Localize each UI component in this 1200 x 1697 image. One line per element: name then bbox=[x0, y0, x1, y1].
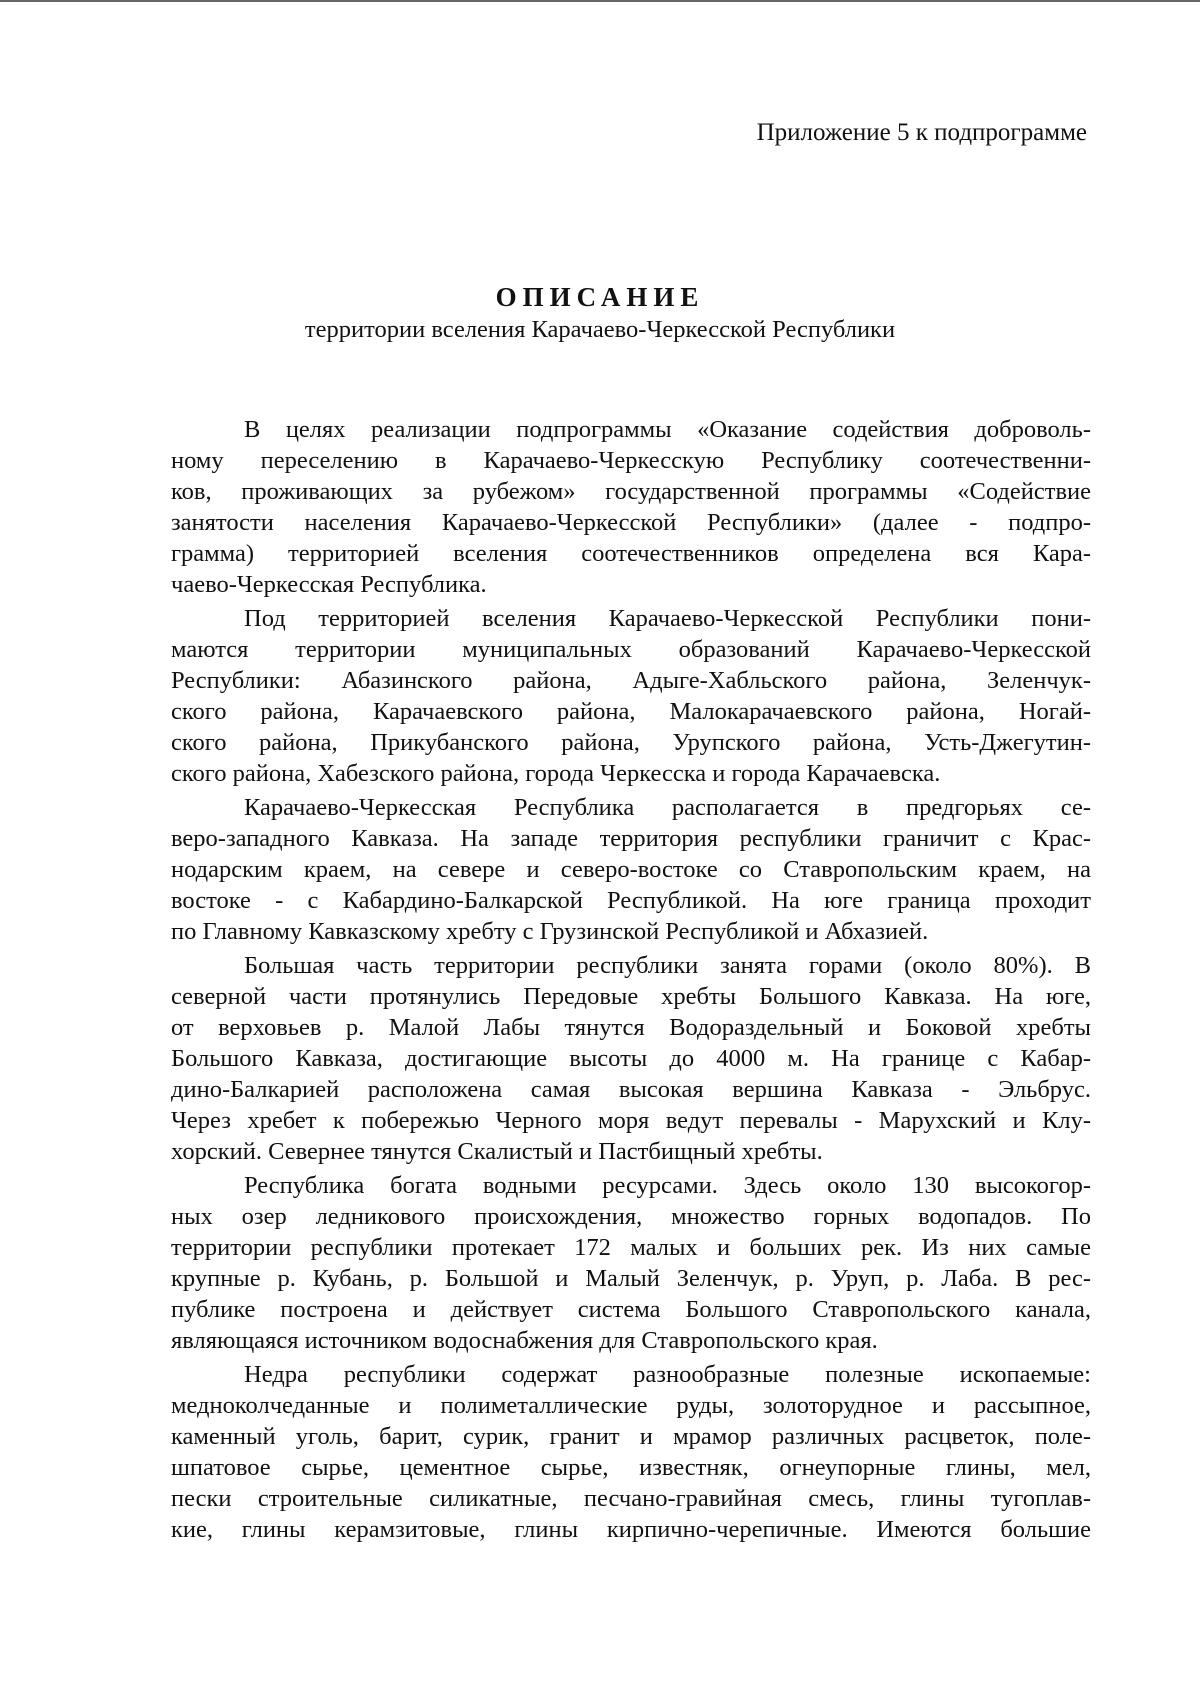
page-top-edge bbox=[0, 0, 1200, 2]
document-title: ОПИСАНИЕ bbox=[495, 282, 705, 312]
body-line: ков, проживающих за рубежом» государственной программы «Содействие bbox=[171, 478, 1091, 505]
body-line: дино-Балкарией расположена самая высокая вершина Кавказа - Эльбрус. bbox=[171, 1076, 1091, 1103]
body-line: являющаяся источником водоснабжения для Ставропольского края. bbox=[171, 1327, 878, 1354]
body-line: публике построена и действует система Большого Ставропольского канала, bbox=[171, 1296, 1091, 1323]
body-line: занятости населения Карачаево-Черкесской Республики» (далее - подпро- bbox=[171, 509, 1091, 536]
body-line: по Главному Кавказскому хребту с Грузинской Республикой и Абхазией. bbox=[171, 918, 929, 945]
appendix-note: Приложение 5 к подпрограмме bbox=[756, 119, 1087, 146]
body-line: Карачаево-Черкесская Республика располагается в предгорьях се- bbox=[244, 794, 1091, 821]
body-line: медноколчеданные и полиметаллические руды, золоторудное и рассыпное, bbox=[171, 1392, 1091, 1419]
body-line: ского района, Хабезского района, города Черкесска и города Карачаевска. bbox=[171, 760, 941, 787]
body-line: веро-западного Кавказа. На западе территория республики граничит с Крас- bbox=[171, 825, 1091, 852]
body-line: ского района, Карачаевского района, Малокарачаевского района, Ногай- bbox=[171, 698, 1091, 725]
body-line: каменный уголь, барит, сурик, гранит и мрамор различных расцветок, поле- bbox=[171, 1423, 1091, 1450]
body-line: ных озер ледникового происхождения, множество горных водопадов. По bbox=[171, 1203, 1091, 1230]
body-line: Большая часть территории республики занята горами (около 80%). В bbox=[244, 952, 1091, 979]
body-line: северной части протянулись Передовые хребты Большого Кавказа. На юге, bbox=[171, 983, 1091, 1010]
body-line: В целях реализации подпрограммы «Оказание содействия доброволь- bbox=[244, 416, 1091, 443]
body-line: чаево-Черкесская Республика. bbox=[171, 571, 487, 598]
body-line: маются территории муниципальных образований Карачаево-Черкесской bbox=[171, 636, 1091, 663]
body-line: Через хребет к побережью Черного моря ведут перевалы - Марухский и Клу- bbox=[171, 1107, 1091, 1134]
body-line: Республика богата водными ресурсами. Здесь около 130 высокогор- bbox=[244, 1172, 1091, 1199]
body-line: шпатовое сырье, цементное сырье, известняк, огнеупорные глины, мел, bbox=[171, 1454, 1091, 1481]
body-line: хорский. Севернее тянутся Скалистый и Пастбищный хребты. bbox=[171, 1138, 823, 1165]
body-line: крупные р. Кубань, р. Большой и Малый Зеленчук, р. Уруп, р. Лаба. В рес- bbox=[171, 1265, 1091, 1292]
body-line: ского района, Прикубанского района, Урупского района, Усть-Джегутин- bbox=[171, 729, 1091, 756]
document-body bbox=[171, 414, 1091, 1545]
body-line: Недра республики содержат разнообразные полезные ископаемые: bbox=[244, 1361, 1091, 1388]
body-line: грамма) территорией вселения соотечественников определена вся Кара- bbox=[171, 540, 1091, 567]
body-line: Большого Кавказа, достигающие высоты до 4000 м. На границе с Кабар- bbox=[171, 1045, 1091, 1072]
body-line: ному переселению в Карачаево-Черкесскую Республику соотечественни- bbox=[171, 447, 1091, 474]
body-line: от верховьев р. Малой Лабы тянутся Водораздельный и Боковой хребты bbox=[171, 1014, 1091, 1041]
body-line: Республики: Абазинского района, Адыге-Хабльского района, Зеленчук- bbox=[171, 667, 1091, 694]
body-line: территории республики протекает 172 малых и больших рек. Из них самые bbox=[171, 1234, 1091, 1261]
body-line: востоке - с Кабардино-Балкарской Республикой. На юге граница проходит bbox=[171, 887, 1091, 914]
body-line: пески строительные силикатные, песчано-гравийная смесь, глины тугоплав- bbox=[171, 1485, 1091, 1512]
body-line: кие, глины керамзитовые, глины кирпично-черепичные. Имеются большие bbox=[171, 1516, 1091, 1543]
document-subtitle: территории вселения Карачаево-Черкесской Республики bbox=[304, 316, 896, 343]
body-line: нодарским краем, на севере и северо-востоке со Ставропольским краем, на bbox=[171, 856, 1091, 883]
body-line: Под территорией вселения Карачаево-Черкесской Республики пони- bbox=[244, 605, 1091, 632]
